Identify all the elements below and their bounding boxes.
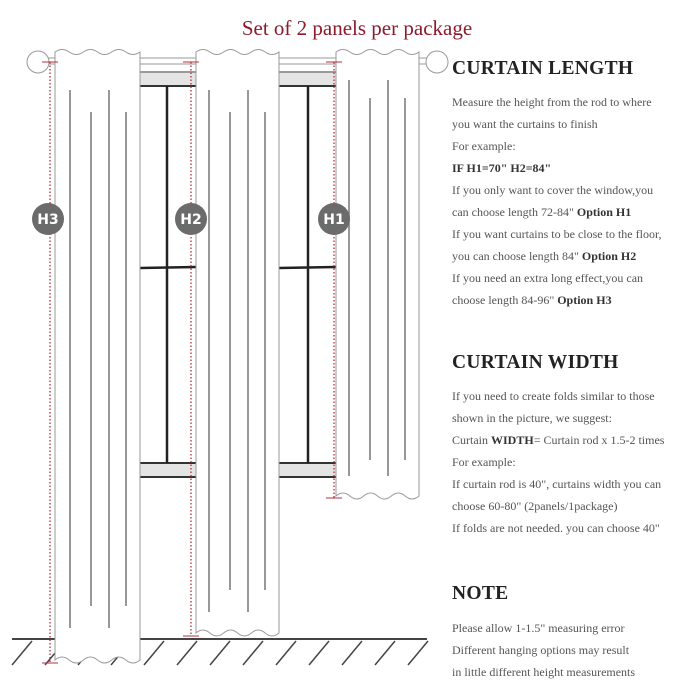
option-h1: Option H1: [576, 205, 632, 219]
width-line: If you need to create folds similar to those: [452, 389, 655, 403]
floor-hatch: [177, 641, 197, 665]
badge-h2: [175, 203, 207, 235]
width-line: choose 60-80" (2panels/1package): [452, 499, 618, 513]
floor-hatch: [144, 641, 164, 665]
svg-text:H3: H3: [37, 212, 59, 228]
length-line: If you want curtains to be close to the floor,: [452, 227, 662, 241]
width-line: If folds are not needed. you can choose 40": [452, 521, 660, 535]
width-label: WIDTH: [491, 433, 534, 447]
length-line: you can choose length 84": [452, 249, 579, 263]
width-line: Curtain: [452, 433, 488, 447]
floor-hatch: [243, 641, 263, 665]
badge-h1: [318, 203, 350, 235]
note-line: Different hanging options may result: [452, 643, 630, 657]
width-line: shown in the picture, we suggest:: [452, 411, 612, 425]
svg-text:H2: H2: [180, 212, 202, 228]
length-line: you want the curtains to finish: [452, 117, 598, 131]
page-title: Set of 2 panels per package: [241, 16, 473, 40]
note-line: in little different height measurements: [452, 665, 636, 679]
length-line: can choose length 72-84": [452, 205, 574, 219]
width-line: If curtain rod is 40", curtains width you can: [452, 477, 662, 491]
note-heading: NOTE: [452, 583, 509, 604]
floor-hatch: [309, 641, 329, 665]
svg-text:H1: H1: [323, 212, 345, 228]
curtain-panels: [55, 50, 419, 664]
length-line: If you need an extra long effect,you can: [452, 271, 644, 285]
floor-hatch: [342, 641, 362, 665]
floor-hatch: [210, 641, 230, 665]
curtain-width-heading: CURTAIN WIDTH: [452, 352, 619, 373]
badge-h3: [32, 203, 64, 235]
option-h2: Option H2: [581, 249, 637, 263]
option-h3: Option H3: [557, 293, 612, 307]
floor-hatch: [408, 641, 428, 665]
floor-hatch: [12, 641, 32, 665]
width-formula: = Curtain rod x 1.5-2 times: [533, 433, 665, 447]
width-line: For example:: [452, 455, 516, 469]
floor-hatch: [276, 641, 296, 665]
curtain-panel: [55, 50, 140, 664]
length-line: Measure the height from the rod to where: [452, 95, 652, 109]
length-line: For example:: [452, 139, 516, 153]
length-line: If you only want to cover the window,you: [452, 183, 654, 197]
floor-hatch: [375, 641, 395, 665]
length-line: choose length 84-96": [452, 293, 555, 307]
note-line: Please allow 1-1.5" measuring error: [452, 621, 625, 635]
curtain-length-heading: CURTAIN LENGTH: [452, 58, 634, 79]
length-line: IF H1=70" H2=84": [452, 161, 552, 175]
